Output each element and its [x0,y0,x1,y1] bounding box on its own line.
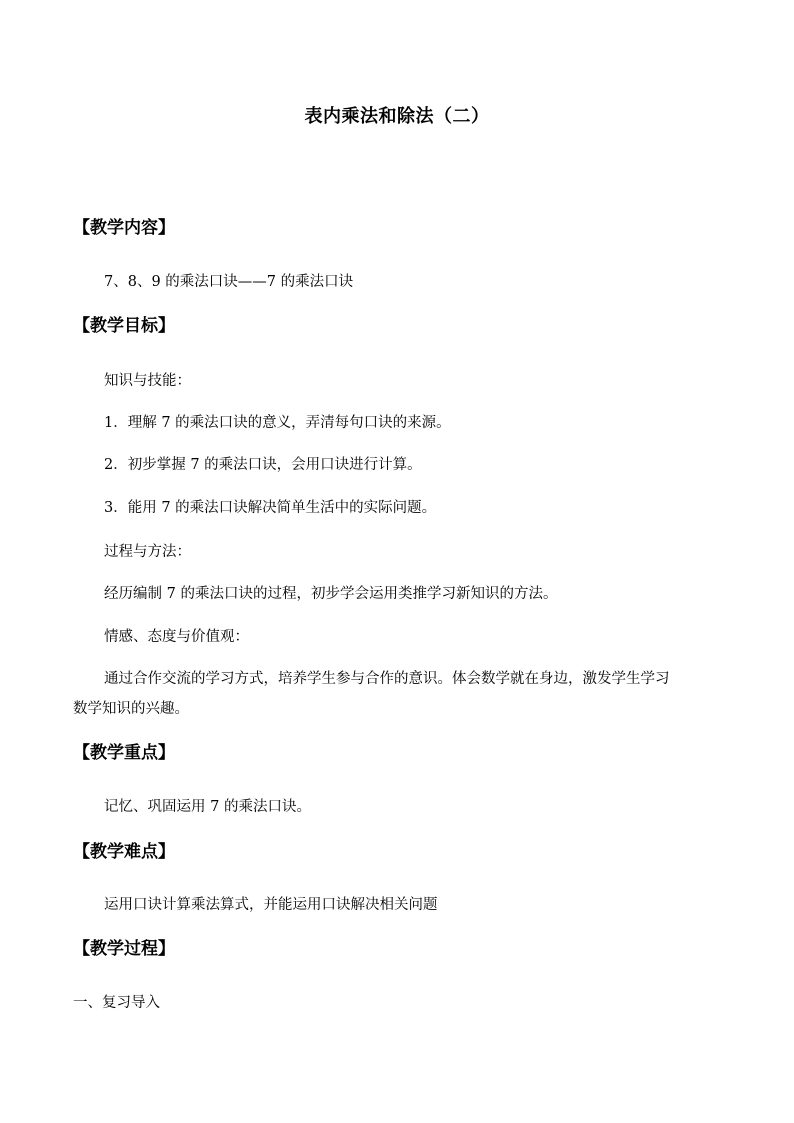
key-points-text: 记忆、巩固运用 7 的乘法口诀。 [104,799,311,815]
heading-teaching-objectives: 【教学目标】 [73,316,175,336]
objective-item-3: 3．能用 7 的乘法口诀解决简单生活中的实际问题。 [104,500,437,516]
attitude-values-label: 情感、态度与价值观： [104,629,249,645]
difficulties-text: 运用口诀计算乘法算式，并能运用口诀解决相关问题 [104,897,438,913]
process-step-1: 一、复习导入 [73,995,160,1011]
attitude-values-text-line2: 数学知识的兴趣。 [73,701,189,717]
document-title: 表内乘法和除法（二） [304,106,490,127]
heading-teaching-content: 【教学内容】 [73,218,175,238]
teaching-content-text: 7、8、9 的乘法口诀——7 的乘法口诀 [104,274,354,290]
process-method-text: 经历编制 7 的乘法口诀的过程，初步学会运用类推学习新知识的方法。 [104,586,558,602]
heading-teaching-process: 【教学过程】 [73,939,175,959]
attitude-values-text-line1: 通过合作交流的学习方式，培养学生参与合作的意识。体会数学就在身边，激发学生学习 [104,671,670,687]
knowledge-skills-label: 知识与技能： [104,373,191,389]
objective-item-2: 2．初步掌握 7 的乘法口诀，会用口诀进行计算。 [104,457,422,473]
objective-item-1: 1．理解 7 的乘法口诀的意义，弄清每句口诀的来源。 [104,415,451,431]
process-method-label: 过程与方法： [104,544,191,560]
heading-key-points: 【教学重点】 [73,743,175,763]
heading-difficulties: 【教学难点】 [73,842,175,862]
